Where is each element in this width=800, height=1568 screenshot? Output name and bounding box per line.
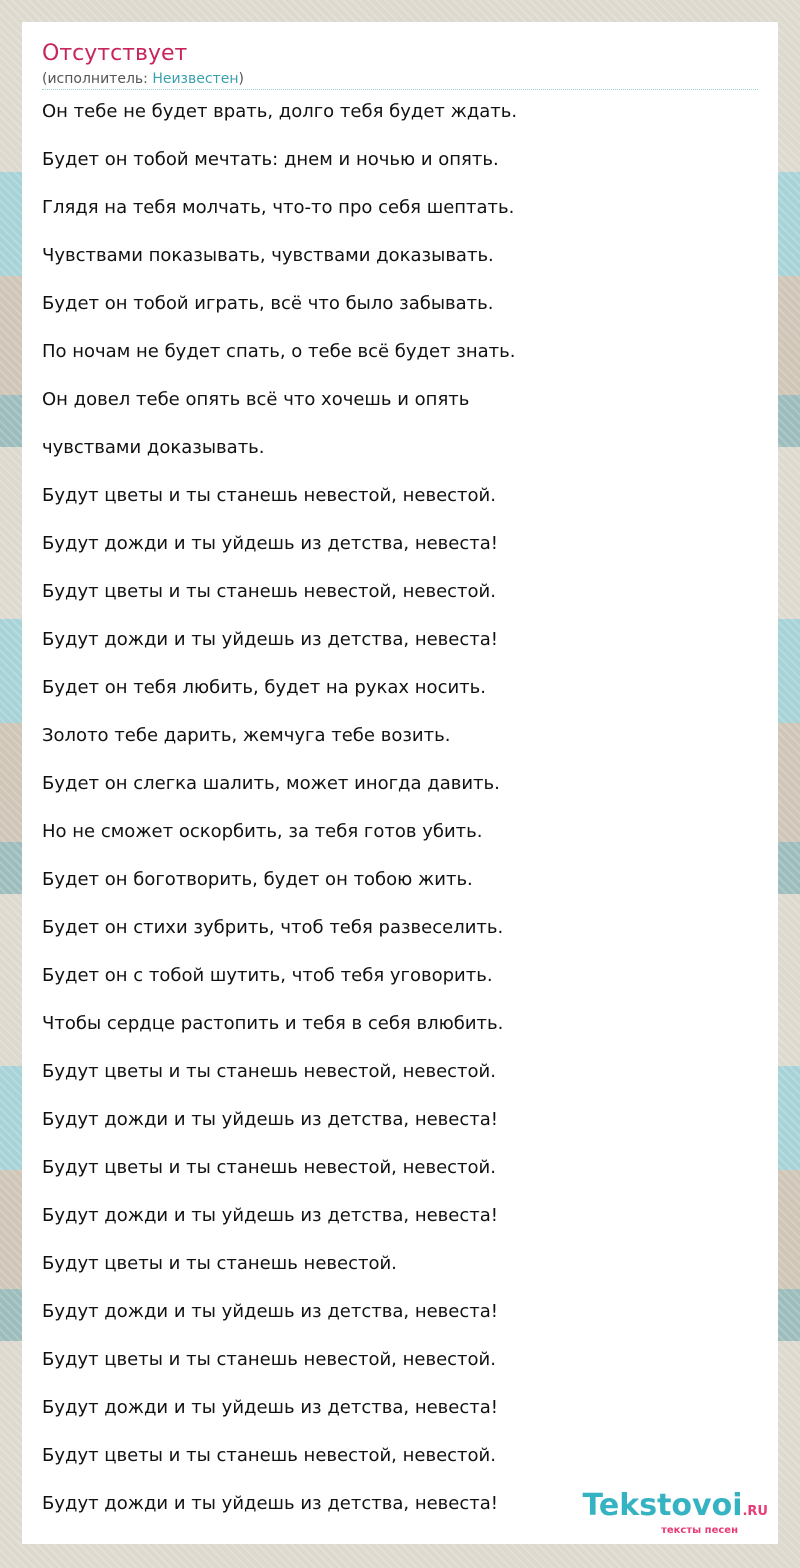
artist-line bbox=[42, 70, 244, 88]
lyric-line: По ночам не будет спать, о тебе всё будет знать. bbox=[42, 341, 516, 362]
lyric-line: Будут дожди и ты уйдешь из детства, невеста! bbox=[42, 1397, 498, 1418]
lyric-line: Будут дожди и ты уйдешь из детства, невеста! bbox=[42, 1301, 498, 1322]
lyrics-list bbox=[42, 88, 517, 1528]
artist-prefix: (исполнитель: bbox=[42, 71, 153, 87]
lyric-line: Золото тебе дарить, жемчуга тебе возить. bbox=[42, 725, 451, 746]
lyric-line: Будет он слегка шалить, может иногда давить. bbox=[42, 773, 500, 794]
lyric-line: Он довел тебе опять всё что хочешь и опять bbox=[42, 389, 470, 410]
lyric-line: Будет он стихи зубрить, чтоб тебя развеселить. bbox=[42, 917, 504, 938]
lyric-line: чувствами доказывать. bbox=[42, 437, 265, 458]
song-title: Отсутствует bbox=[42, 41, 188, 66]
lyric-line: Глядя на тебя молчать, что-то про себя шептать. bbox=[42, 197, 515, 218]
lyric-line: Будет он боготворить, будет он тобою жить. bbox=[42, 869, 473, 890]
lyric-line: Будут цветы и ты станешь невестой, невестой. bbox=[42, 485, 496, 506]
lyric-line: Будет он тобой мечтать: днем и ночью и опять. bbox=[42, 149, 499, 170]
lyric-line: Будут дожди и ты уйдешь из детства, невеста! bbox=[42, 629, 498, 650]
logo-name: Tekstovoi bbox=[582, 1488, 743, 1523]
lyrics-card bbox=[22, 22, 778, 1544]
lyric-line: Чтобы сердце растопить и тебя в себя влюбить. bbox=[42, 1013, 504, 1034]
logo-wordmark bbox=[582, 1490, 768, 1528]
lyric-line: Будут дожди и ты уйдешь из детства, невеста! bbox=[42, 533, 498, 554]
lyric-line: Будут дожди и ты уйдешь из детства, невеста! bbox=[42, 1205, 498, 1226]
lyric-line: Будут цветы и ты станешь невестой, невестой. bbox=[42, 581, 496, 602]
lyric-line: Будут цветы и ты станешь невестой, невестой. bbox=[42, 1445, 496, 1466]
lyric-line: Будет он с тобой шутить, чтоб тебя уговорить. bbox=[42, 965, 493, 986]
logo-tagline: тексты песен bbox=[661, 1525, 738, 1536]
artist-suffix: ) bbox=[238, 71, 244, 87]
artist-link[interactable]: Неизвестен bbox=[152, 71, 239, 87]
lyric-line: Будут цветы и ты станешь невестой. bbox=[42, 1253, 397, 1274]
lyric-line: Будут дожди и ты уйдешь из детства, невеста! bbox=[42, 1109, 498, 1130]
site-logo[interactable] bbox=[582, 1490, 768, 1536]
logo-tld: .RU bbox=[742, 1504, 768, 1519]
lyric-line: Но не сможет оскорбить, за тебя готов убить. bbox=[42, 821, 483, 842]
lyric-line: Будут цветы и ты станешь невестой, невестой. bbox=[42, 1349, 496, 1370]
lyric-line: Будет он тебя любить, будет на руках носить. bbox=[42, 677, 486, 698]
lyric-line: Будет он тобой играть, всё что было забывать. bbox=[42, 293, 494, 314]
lyric-line: Будут цветы и ты станешь невестой, невестой. bbox=[42, 1157, 496, 1178]
lyric-line: Будут цветы и ты станешь невестой, невестой. bbox=[42, 1061, 496, 1082]
lyric-line: Будут дожди и ты уйдешь из детства, невеста! bbox=[42, 1493, 498, 1514]
lyric-line: Чувствами показывать, чувствами доказывать. bbox=[42, 245, 494, 266]
lyric-line: Он тебе не будет врать, долго тебя будет ждать. bbox=[42, 101, 518, 122]
